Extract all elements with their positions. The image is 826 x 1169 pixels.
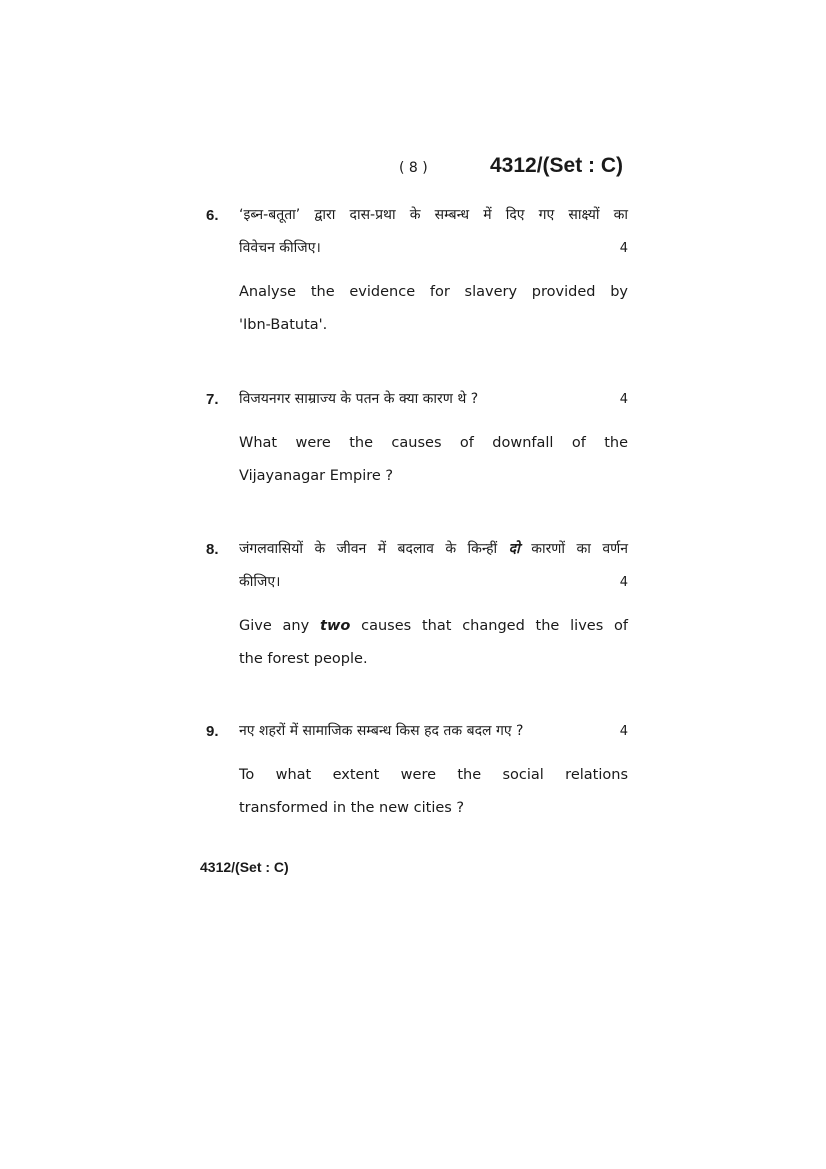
- hindi-line-1: विजयनगर साम्राज्य के पतन के क्या कारण थे ?: [239, 391, 479, 407]
- question-number: 8.: [206, 541, 219, 558]
- hindi-line-1: ‘इब्न-बतूता’ द्वारा दास-प्रथा के सम्बन्ध में दिए गए साक्ष्यों का: [239, 207, 628, 223]
- question-number: 6.: [206, 207, 219, 224]
- english-line-1: Analyse the evidence for slavery provided by: [239, 284, 628, 300]
- question-english-text: [239, 759, 628, 825]
- question-hindi-text-continued: [239, 566, 628, 599]
- question-hindi-text: [239, 199, 628, 232]
- marks: 4: [619, 392, 628, 407]
- english-line-1: [239, 610, 628, 643]
- question-english-text: [239, 427, 628, 493]
- english-part-a: Give any: [239, 618, 310, 634]
- hindi-line-2: कीजिए।: [239, 574, 281, 590]
- hindi-line-1: नए शहरों में सामाजिक सम्बन्ध किस हद तक बदल गए ?: [239, 723, 524, 739]
- marks: 4: [619, 241, 628, 256]
- question-english-text: [239, 610, 628, 676]
- english-line-2: 'Ibn-Batuta'.: [239, 317, 328, 333]
- marks: 4: [619, 575, 628, 590]
- english-emphasis: two: [320, 618, 351, 634]
- question-8: [206, 540, 628, 676]
- marks: 4: [619, 724, 628, 739]
- question-9: [206, 722, 628, 825]
- header-paper-code: 4312/(Set : C): [490, 154, 624, 177]
- question-7: [206, 390, 628, 493]
- question-english-text: [239, 276, 628, 342]
- question-number: 9.: [206, 723, 219, 740]
- footer-paper-code: 4312/(Set : C): [200, 859, 289, 875]
- english-line-1: To what extent were the social relations: [239, 767, 628, 783]
- hindi-emphasis: दो: [508, 541, 520, 557]
- question-hindi-text: [239, 533, 628, 566]
- question-hindi-text: [239, 715, 628, 748]
- question-number: 7.: [206, 391, 219, 408]
- question-hindi-text-continued: [239, 232, 628, 265]
- english-line-1: What were the causes of downfall of the: [239, 435, 628, 451]
- question-hindi-text: [239, 383, 628, 416]
- english-line-2: the forest people.: [239, 651, 368, 667]
- hindi-line-1-a: जंगलवासियों के जीवन में बदलाव के किन्हीं: [239, 541, 498, 557]
- hindi-line-2: विवेचन कीजिए।: [239, 240, 321, 256]
- english-line-2: transformed in the new cities ?: [239, 800, 465, 816]
- english-part-b: causes that changed the lives of: [361, 618, 629, 634]
- hindi-line-1-b: कारणों का वर्णन: [531, 541, 629, 557]
- question-6: [206, 206, 628, 342]
- page-number: ( 8 ): [399, 160, 428, 176]
- english-line-2: Vijayanagar Empire ?: [239, 468, 394, 484]
